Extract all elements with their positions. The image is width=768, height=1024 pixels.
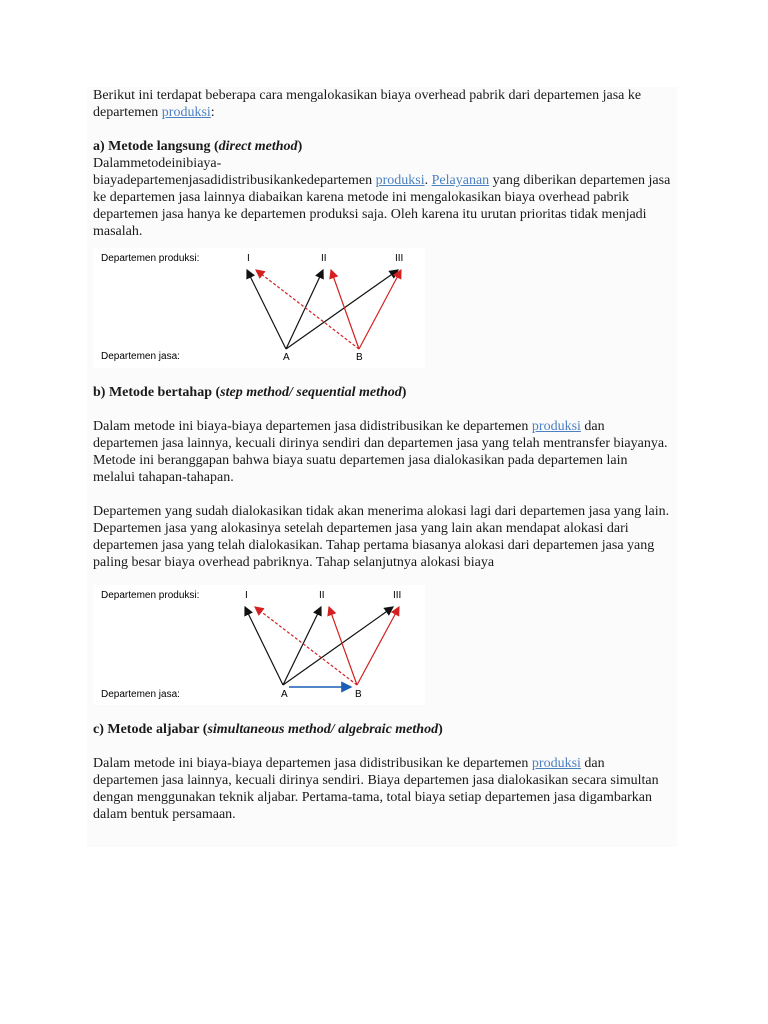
intro-tail: : [210,105,215,120]
node-III: III [393,590,402,601]
heading-metode-aljabar: c) Metode aljabar (simultaneous method/ algebraic method) [93,722,443,737]
arrow-A-to-III [286,270,398,349]
paragraph-metode-bertahap-1: Dalam metode ini biaya-biaya departemen jasa didistribusikan ke departemen produksi dan departemen jasa lainnya, kecuali dirinya sendiri dan departemen jasa yang telah mentransfer biayanya. Metode ini beranggapan bahwa biaya suatu departemen jasa dialokasikan pada departemen lain melalui tahapan-tahapan. [93,419,668,485]
produksi-link[interactable]: produksi [531,756,581,771]
arrow-A-to-II [286,270,323,349]
node-I: I [247,253,250,264]
arrow-B-to-II [329,607,357,685]
produksi-link[interactable]: produksi [375,173,425,188]
heading-metode-bertahap: b) Metode bertahap (step method/ sequential method) [93,385,407,400]
paragraph-metode-bertahap-2: Departemen yang sudah dialokasikan tidak akan menerima alokasi lagi dari departemen jasa yang lain. Departemen jasa yang alokasinya setelah departemen jasa yang lain akan mendapat alokasi dari departemen jasa yang telah dialokasikan. Tahap pertama biasanya alokasi dari departemen jasa yang paling besar biaya overhead pabriknya. Tahap selanjutnya alokasi biaya [93,504,670,570]
arrow-B-to-I [256,270,359,349]
label-departemen-produksi: Departemen produksi: [101,590,200,601]
arrow-A-to-III [283,607,393,685]
arrow-A-to-II [283,607,321,685]
node-III: III [395,253,404,264]
direct-method-diagram [93,248,425,368]
node-I: I [245,590,248,601]
arrow-A-to-I [247,270,286,349]
arrow-B-to-III [359,270,401,349]
paragraph-metode-langsung: Dalammetodeinibiaya- biayadepartemenjasadidistribusikankedepartemen produksi. Pelayanan yang diberikan departemen jasa ke departemen jasa lainnya diabaikan karena metode ini mengalokasikan biaya overhead pabrik departemen jasa hanya ke departemen produksi saja. Oleh karena itu urutan prioritas tidak menjadi masalah. [93,156,671,239]
produksi-link[interactable]: produksi [531,419,581,434]
node-A: A [283,352,290,363]
node-B: B [356,352,363,363]
step-method-diagram [93,585,425,705]
paragraph-metode-aljabar: Dalam metode ini biaya-biaya departemen jasa didistribusikan ke departemen produksi dan departemen jasa lainnya, kecuali dirinya sendiri. Biaya departemen jasa dialokasikan secara simultan dengan menggunakan teknik aljabar. Pertama-tama, total biaya setiap departemen jasa digambarkan dalam bentuk persamaan. [93,756,659,822]
article [87,87,677,847]
node-II: II [319,590,325,601]
node-B: B [355,689,362,700]
node-II: II [321,253,327,264]
node-A: A [281,689,288,700]
arrow-A-to-I [245,607,283,685]
label-departemen-produksi: Departemen produksi: [101,253,200,264]
arrow-B-to-III [357,607,399,685]
label-departemen-jasa: Departemen jasa: [101,689,180,700]
arrow-B-to-II [331,270,359,349]
arrow-B-to-I [255,607,357,685]
intro-text: Berikut ini terdapat beberapa cara mengalokasikan biaya overhead pabrik dari departemen jasa ke departemen [93,88,642,120]
heading-metode-langsung: a) Metode langsung (direct method) [93,139,303,154]
intro-paragraph [93,87,671,121]
pelayanan-link[interactable]: Pelayanan [431,173,490,188]
produksi-link[interactable]: produksi [161,105,211,120]
label-departemen-jasa: Departemen jasa: [101,351,180,362]
